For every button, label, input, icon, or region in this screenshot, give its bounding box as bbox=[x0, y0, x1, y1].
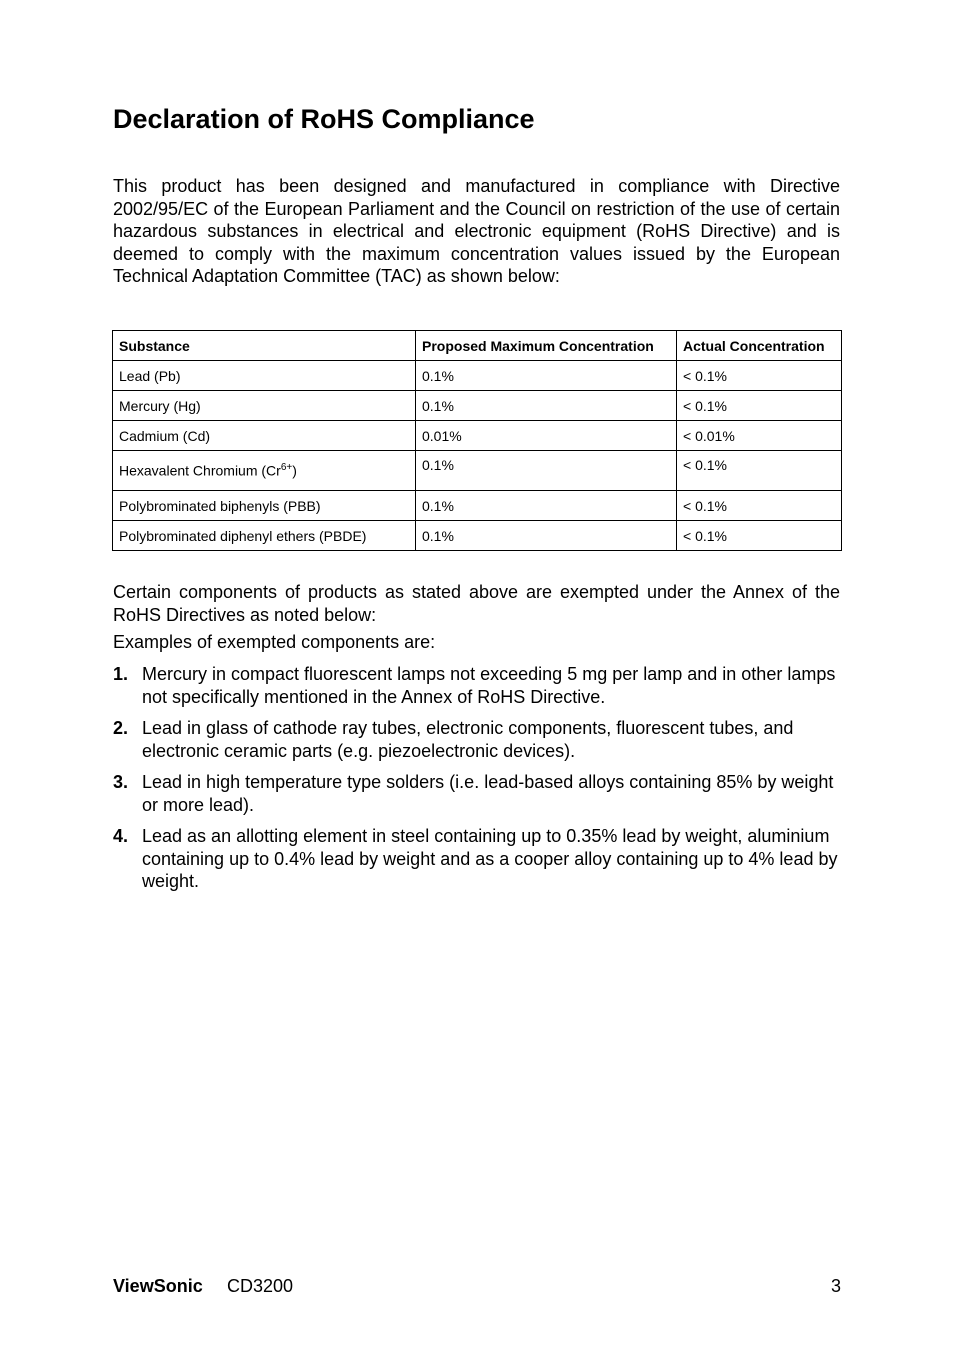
table-row bbox=[113, 421, 842, 451]
list-item bbox=[113, 771, 840, 816]
cell-max: 0.1% bbox=[416, 521, 677, 551]
list-text: Mercury in compact fluorescent lamps not exceeding 5 mg per lamp and in other lamps not specifically mentioned in the Annex of RoHS Directive. bbox=[142, 664, 836, 707]
list-number: 3. bbox=[113, 772, 129, 792]
cell-max: 0.1% bbox=[416, 391, 677, 421]
list-text: Lead in glass of cathode ray tubes, electronic components, fluorescent tubes, and electronic ceramic parts (e.g. piezoelectronic devices). bbox=[142, 718, 794, 761]
list-number: 2. bbox=[113, 718, 129, 738]
cell-actual: < 0.1% bbox=[677, 391, 842, 421]
cell-actual: < 0.1% bbox=[677, 491, 842, 521]
cell-substance: Cadmium (Cd) bbox=[113, 421, 416, 451]
cell-actual: < 0.01% bbox=[677, 421, 842, 451]
table-row bbox=[113, 361, 842, 391]
intro-paragraph: This product has been designed and manufactured in compliance with Directive 2002/95/EC of the European Parliament and the Council on restriction of the use of certain hazardous substances in electrical and electronic equipment (RoHS Directive) and is deemed to comply with the maximum concentration values issued by the European Technical Adaptation Committee (TAC) as shown below: bbox=[113, 176, 840, 286]
list-text: Lead as an allotting element in steel containing up to 0.35% lead by weight, aluminium containing up to 0.4% lead by weight and as a cooper alloy containing up to 4% lead by weight. bbox=[142, 826, 838, 891]
rohs-table bbox=[112, 330, 842, 551]
table-row bbox=[113, 521, 842, 551]
cell-substance: Polybrominated biphenyls (PBB) bbox=[113, 491, 416, 521]
cell-actual: < 0.1% bbox=[677, 451, 842, 491]
table-row bbox=[113, 391, 842, 421]
list-item bbox=[113, 717, 840, 762]
footer-brand: ViewSonic bbox=[113, 1276, 203, 1296]
header-max-concentration: Proposed Maximum Concentration bbox=[416, 331, 677, 361]
footer-model: CD3200 bbox=[227, 1276, 294, 1296]
cell-actual: < 0.1% bbox=[677, 521, 842, 551]
cell-actual: < 0.1% bbox=[677, 361, 842, 391]
cell-max: 0.01% bbox=[416, 421, 677, 451]
cell-substance: Lead (Pb) bbox=[113, 361, 416, 391]
exemption-paragraph: Certain components of products as stated above are exempted under the Annex of the RoHS Directives as noted below: bbox=[113, 582, 840, 625]
examples-intro: Examples of exempted components are: bbox=[113, 632, 436, 652]
cell-max: 0.1% bbox=[416, 451, 677, 491]
cell-max: 0.1% bbox=[416, 491, 677, 521]
substance-superscript: 6+ bbox=[280, 462, 293, 474]
substance-text-end: ) bbox=[292, 462, 297, 479]
list-number: 1. bbox=[113, 664, 129, 684]
substance-text: Hexavalent Chromium (Cr bbox=[119, 462, 281, 479]
list-text: Lead in high temperature type solders (i.e. lead-based alloys containing 85% by weight or more lead). bbox=[142, 772, 834, 815]
table-row bbox=[113, 451, 842, 491]
page-number: 3 bbox=[830, 1276, 841, 1296]
page-title: Declaration of RoHS Compliance bbox=[113, 104, 535, 134]
cell-substance bbox=[113, 451, 416, 491]
list-item bbox=[113, 825, 840, 893]
list-item bbox=[113, 663, 840, 708]
header-actual-concentration: Actual Concentration bbox=[677, 331, 842, 361]
exemption-list bbox=[113, 663, 840, 902]
cell-substance: Polybrominated diphenyl ethers (PBDE) bbox=[113, 521, 416, 551]
header-substance: Substance bbox=[113, 331, 416, 361]
list-number: 4. bbox=[113, 826, 129, 846]
table-header-row bbox=[113, 331, 842, 361]
cell-substance: Mercury (Hg) bbox=[113, 391, 416, 421]
table-row bbox=[113, 491, 842, 521]
cell-max: 0.1% bbox=[416, 361, 677, 391]
